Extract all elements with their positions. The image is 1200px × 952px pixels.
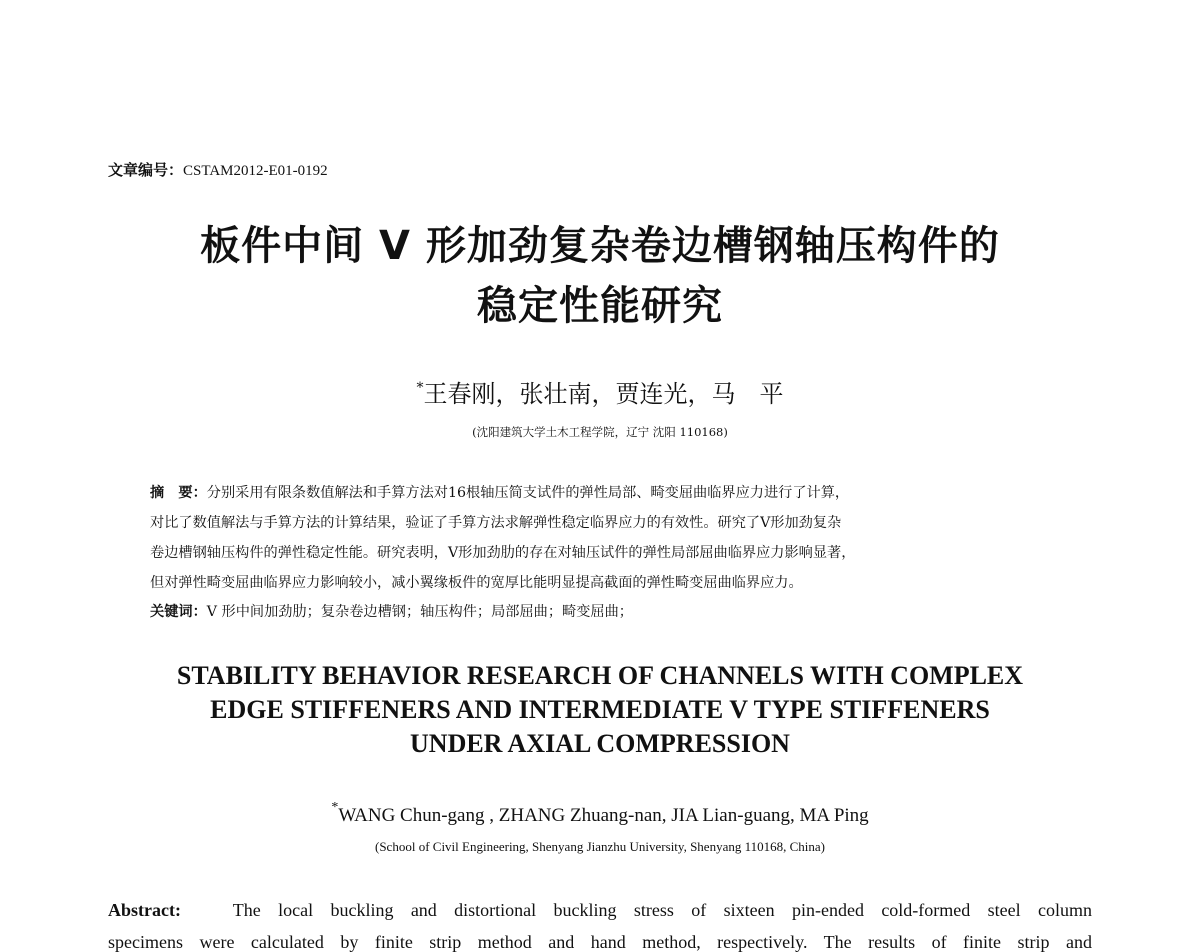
cn-title-line-1: 板件中间 V 形加劲复杂卷边槽钢轴压构件的 (200, 223, 1000, 269)
article-number (108, 160, 328, 181)
cn-abstract-line: 但对弹性畸变屈曲临界应力影响较小，减小翼缘板件的宽厚比能明显提高截面的弹性畸变屈曲临界应力。 (150, 575, 803, 591)
cn-author-mark: * (416, 380, 424, 396)
en-author-list: WANG Chun-gang , ZHANG Zhuang-nan, JIA Lian-guang, MA Ping (338, 805, 869, 826)
cn-abstract-line: 对比了数值解法与手算方法的计算结果，验证了手算方法求解弹性稳定临界应力的有效性。研究了V形加劲复杂 (150, 515, 842, 531)
cn-keywords-label: 关键词： (150, 604, 207, 620)
en-authors (0, 794, 1200, 830)
cn-abstract-line (150, 482, 849, 504)
en-title-line-1: STABILITY BEHAVIOR RESEARCH OF CHANNELS WITH COMPLEX (176, 661, 1024, 690)
cn-author-list: 王春刚，张壮南，贾连光，马 平 (423, 380, 784, 408)
cn-authors (0, 372, 1200, 410)
article-number-value: CSTAM2012-E01-0192 (183, 163, 328, 179)
cn-keywords (150, 601, 633, 623)
cn-keywords-text: V 形中间加劲肋；复杂卷边槽钢；轴压构件；局部屈曲；畸变屈曲； (206, 604, 633, 620)
en-abstract-line: specimens were calculated by finite strip method and hand method, respectively. The results of finite strip and (108, 932, 1092, 952)
article-number-label: 文章编号： (108, 161, 184, 179)
cn-abstract-text: 分别采用有限条数值解法和手算方法对16根轴压简支试件的弹性局部、畸变屈曲临界应力进行了计算， (206, 485, 850, 501)
cn-affiliation: (沈阳建筑大学土木工程学院，辽宁 沈阳 110168) (472, 425, 728, 439)
en-title-line-2: EDGE STIFFENERS AND INTERMEDIATE V TYPE STIFFENERS (210, 695, 990, 724)
cn-title-line-2: 稳定性能研究 (477, 283, 723, 329)
en-abstract-text: The local buckling and distortional buckling stress of sixteen pin-ended cold-formed steel column (232, 900, 1092, 920)
en-affiliation: (School of Civil Engineering, Shenyang Jianzhu University, Shenyang 110168, China) (375, 839, 825, 854)
en-abstract-line (108, 897, 1092, 923)
cn-abstract-line: 卷边槽钢轴压构件的弹性稳定性能。研究表明，V形加劲肋的存在对轴压试件的弹性局部屈曲临界应力影响显著， (150, 545, 856, 561)
en-author-mark: * (331, 800, 339, 815)
en-title-line-3: UNDER AXIAL COMPRESSION (410, 729, 790, 758)
en-abstract-label: Abstract: (108, 900, 181, 920)
cn-abstract-label: 摘 要： (150, 485, 207, 501)
